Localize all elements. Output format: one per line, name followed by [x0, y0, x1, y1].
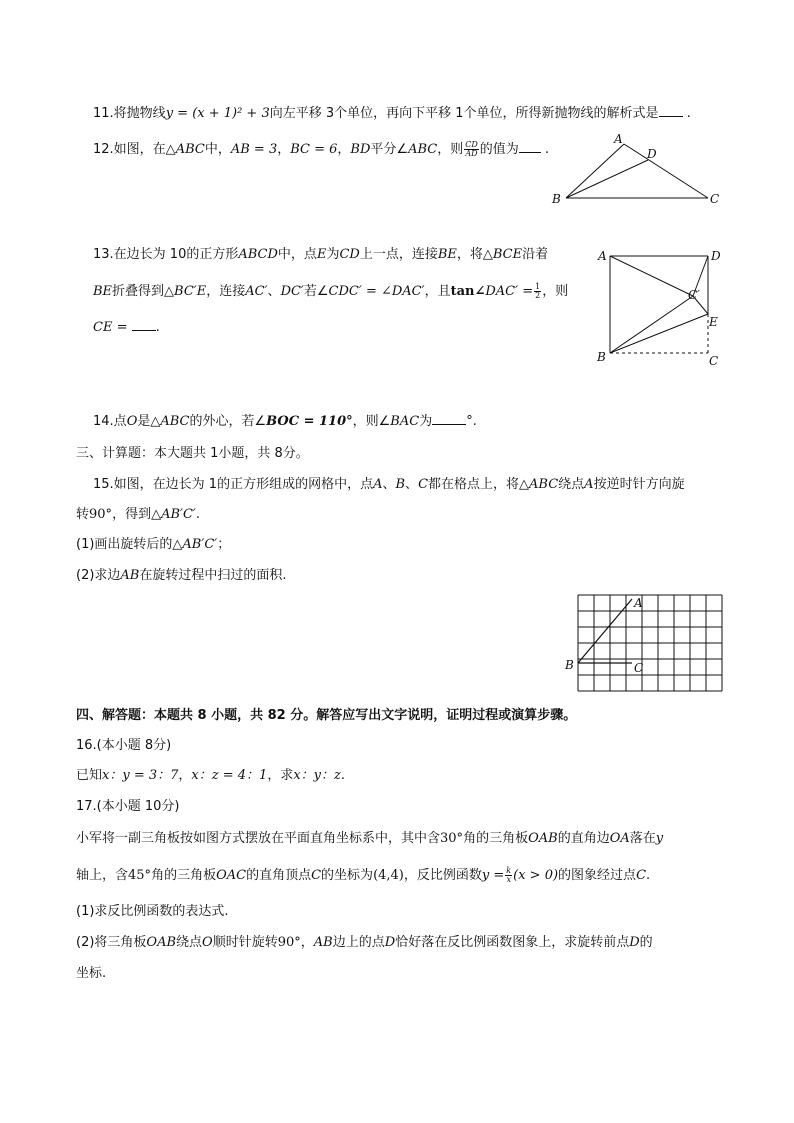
- q13-l2f: 、: [267, 284, 281, 299]
- q17-l2e: ，反比例函数: [403, 868, 482, 883]
- q16-title: 16.(本小题 8分): [76, 738, 172, 753]
- q13-l2g: DC′: [280, 284, 304, 299]
- q17-p3: 坐标.: [76, 966, 107, 981]
- question-17-line1: [76, 830, 663, 848]
- q17-coord: (4,4): [373, 868, 404, 883]
- q13-l2h: 若∠: [303, 284, 329, 299]
- q17-p2i: 边上的点: [332, 935, 385, 950]
- q12-comma1: ，: [277, 142, 291, 157]
- q17-c: C: [311, 868, 322, 883]
- q17-oa: OA: [609, 831, 630, 846]
- question-16-title: [76, 737, 171, 755]
- q17-fraction: [505, 867, 512, 884]
- q17-p2l: D: [629, 935, 640, 950]
- grid-figure-q15: [562, 590, 728, 702]
- q13-be: BE: [437, 247, 457, 262]
- question-12: [93, 140, 549, 159]
- q13-l2d: ，连接: [206, 284, 246, 299]
- q12-ze: ，则: [437, 142, 464, 157]
- q13-fraction: [534, 283, 541, 300]
- q13-l1c: 为: [326, 247, 340, 262]
- q13-l1e: ，将△: [456, 247, 493, 262]
- answer-blank[interactable]: [432, 412, 466, 425]
- q15-p1c: ；: [217, 537, 231, 552]
- question-13-line2: [93, 283, 568, 301]
- q15-l2c: .: [195, 507, 200, 522]
- q12-tail: 的值为: [479, 142, 519, 157]
- q13-l2e: AC′: [245, 284, 268, 299]
- q15-deg: 90°: [89, 507, 113, 522]
- q17-l1b: 角的三角板: [463, 831, 529, 846]
- question-13-line3: [93, 318, 160, 337]
- q15-a2: A: [584, 477, 594, 492]
- question-15-line2: [76, 506, 200, 524]
- q15-a: A: [373, 477, 383, 492]
- q14-abc: ABC: [160, 414, 190, 429]
- q13-l2c: BC′E: [174, 284, 207, 299]
- q17-l2b: 角的三角板: [151, 868, 217, 883]
- q15-p2b: AB: [120, 568, 140, 583]
- q16-e: ，求: [267, 768, 294, 783]
- q17-l1c: 的直角边: [557, 831, 610, 846]
- q17-func-y: y =: [481, 868, 505, 883]
- q14-b: 是△: [137, 414, 161, 429]
- q17-frac-num: k: [506, 866, 512, 875]
- label-e: E: [709, 315, 718, 329]
- q15-c: C: [418, 477, 429, 492]
- q17-p1: (1)求反比例函数的表达式.: [76, 904, 229, 919]
- q12-text: 12.如图，在△: [93, 142, 176, 157]
- q17-oac: OAC: [216, 868, 247, 883]
- label-b: B: [552, 192, 561, 206]
- q13-l2l: DAC′ =: [485, 284, 534, 299]
- label-d: D: [711, 249, 721, 263]
- q12-mid: 中，: [204, 142, 231, 157]
- q15-p1b: AB′C′: [182, 537, 218, 552]
- q12-bc: BC = 6: [290, 142, 338, 157]
- q11-formula: y = (x + 1)² + 3: [165, 106, 270, 121]
- q15-b: B: [395, 477, 406, 492]
- question-17-part2-cont: [76, 965, 106, 983]
- q15-p2a: (2)求边: [76, 568, 121, 583]
- question-15-part1: [76, 536, 230, 554]
- question-15-part2: [76, 567, 287, 585]
- q16-f: x：y：z: [293, 768, 341, 783]
- q14-o: O: [126, 414, 138, 429]
- label-a: A: [598, 249, 607, 263]
- q13-bce: BCE: [492, 247, 523, 262]
- q14-d: ，则∠: [352, 414, 391, 429]
- q17-p2g: ，: [300, 935, 314, 950]
- q17-p2j: D: [384, 935, 396, 950]
- q13-l2j: ，且: [424, 284, 451, 299]
- answer-blank[interactable]: [132, 318, 156, 331]
- q13-l3a: CE =: [93, 320, 128, 335]
- q15-p2c: 在旋转过程中扫过的面积.: [139, 568, 287, 583]
- q14-c: 的外心，若∠: [189, 414, 267, 429]
- section-4-heading: [76, 707, 576, 725]
- q12-fraction: [464, 141, 479, 158]
- q15-l1d: 按逆时针方向旋: [593, 477, 685, 492]
- q13-l2b: 折叠得到△: [112, 284, 175, 299]
- q12-ab: AB = 3: [230, 142, 278, 157]
- q15-l1a: 15.如图，在边长为 1的正方形组成的网格中，点: [93, 477, 374, 492]
- q16-d: x：z = 4：1: [191, 768, 268, 783]
- q17-l2d: 的坐标为: [321, 868, 374, 883]
- q15-sep1: 、: [382, 477, 396, 492]
- q17-p2b: OAB: [146, 935, 177, 950]
- q15-l2b: ，得到△: [112, 507, 162, 522]
- q12-frac-den: AD: [465, 149, 478, 158]
- question-17-part2: [76, 934, 653, 952]
- q17-l2c: 的直角顶点: [246, 868, 312, 883]
- q17-oab: OAB: [528, 831, 558, 846]
- q17-p2d: O: [202, 935, 213, 950]
- label-b: B: [597, 350, 606, 364]
- q13-l1d: 上一点，连接: [359, 247, 438, 262]
- q17-p2k: 恰好落在反比例函数图象上，求旋转前点: [395, 935, 630, 950]
- label-c: C: [634, 661, 644, 675]
- q13-l1b: 中，点: [277, 247, 317, 262]
- q11-text-b: 向左平移 3个单位，再向下平移 1个单位，所得新抛物线的解析式是: [269, 106, 659, 121]
- q16-a: 已知: [76, 768, 103, 783]
- label-c-prime: C′: [688, 288, 700, 302]
- sec4-text: 四、解答题：本题共 8 小题，共 82 分。解答应写出文字说明，证明过程或演算步骤。: [76, 708, 577, 723]
- q15-sep2: 、: [405, 477, 419, 492]
- q13-frac-num: 1: [535, 282, 541, 291]
- q14-f: °.: [466, 414, 477, 429]
- label-a: A: [634, 596, 643, 610]
- q17-deg45: 45°: [128, 868, 152, 883]
- q12-bd: BD: [350, 142, 371, 157]
- question-13-line1: [93, 246, 548, 264]
- q17-l2f: 的图象经过点: [558, 868, 637, 883]
- q15-l2a: 转: [76, 507, 90, 522]
- q13-l2k: tan∠: [450, 284, 486, 299]
- q17-l1d: 落在: [629, 831, 656, 846]
- q13-frac-den: 2: [535, 291, 541, 300]
- q12-bisect: 平分∠: [370, 142, 409, 157]
- q16-g: .: [340, 768, 345, 783]
- q15-abpcp: AB′C′: [161, 507, 196, 522]
- q17-l1a: 小军将一副三角板按如图方式摆放在平面直角坐标系中，其中含: [76, 831, 441, 846]
- q15-l1b: 都在格点上，将△: [428, 477, 530, 492]
- q13-l1a: 13.在边长为 10的正方形: [93, 247, 239, 262]
- q17-title: 17.(本小题 10分): [76, 799, 180, 814]
- q17-cond: (x > 0): [513, 868, 559, 883]
- section-3-heading: [76, 445, 309, 463]
- q13-sq: ABCD: [238, 247, 278, 262]
- q17-p2h: AB: [313, 935, 333, 950]
- question-17-part1: [76, 903, 229, 921]
- q17-p2e: 顺时针旋转: [212, 935, 278, 950]
- q14-bac: BAC: [390, 414, 420, 429]
- answer-blank[interactable]: [659, 104, 683, 117]
- label-a: A: [614, 132, 623, 146]
- label-c: C: [710, 192, 720, 206]
- q12-period: .: [544, 142, 550, 157]
- q17-c2: C: [636, 868, 647, 883]
- q17-l2a: 轴上，含: [76, 868, 129, 883]
- q17-p2a: (2)将三角板: [76, 935, 147, 950]
- q17-y: y: [655, 831, 664, 846]
- q17-l2g: .: [646, 868, 651, 883]
- q12-comma2: ，: [337, 142, 351, 157]
- q13-e: E: [316, 247, 327, 262]
- q15-p1a: (1)画出旋转后的△: [76, 537, 183, 552]
- q17-frac-den: x: [506, 875, 511, 884]
- triangle-figure-q12: [548, 130, 728, 210]
- q12-abc: ABC: [175, 142, 205, 157]
- q17-p2c: 绕点: [176, 935, 203, 950]
- question-11: [93, 104, 691, 123]
- q17-p2m: 的: [639, 935, 653, 950]
- q14-a: 14.点: [93, 414, 127, 429]
- square-figure-q13: [593, 244, 728, 372]
- q12-abc2: ABC: [408, 142, 438, 157]
- q11-text: 11.将抛物线: [93, 106, 166, 121]
- q15-abc: ABC: [529, 477, 559, 492]
- q14-boc: BOC = 110°: [266, 414, 353, 429]
- question-17-title: [76, 798, 180, 816]
- q13-l2a: BE: [93, 284, 113, 299]
- q13-l3b: .: [155, 320, 160, 335]
- question-14: [93, 412, 477, 431]
- answer-blank[interactable]: [519, 140, 541, 153]
- q12-frac-num: CD: [465, 140, 478, 149]
- question-17-line2: [76, 867, 650, 885]
- question-16: [76, 767, 345, 785]
- q16-b: x：y = 3：7: [102, 768, 179, 783]
- label-d: D: [647, 147, 657, 161]
- q15-l1c: 绕点: [558, 477, 585, 492]
- q16-c: ，: [178, 768, 192, 783]
- label-c: C: [709, 354, 719, 368]
- q17-deg30: 30°: [440, 831, 464, 846]
- q11-period: .: [686, 106, 691, 121]
- sec3-text: 三、计算题：本大题共 1小题，共 8分。: [76, 446, 309, 461]
- q13-l2m: ，则: [542, 284, 569, 299]
- q13-l1f: 沿着: [522, 247, 549, 262]
- q17-p2f: 90°: [277, 935, 301, 950]
- label-b: B: [565, 658, 574, 672]
- q13-l2i: CDC′ = ∠DAC′: [328, 284, 425, 299]
- q14-e: 为: [419, 414, 433, 429]
- question-15-line1: [93, 476, 685, 494]
- q13-cd: CD: [339, 247, 360, 262]
